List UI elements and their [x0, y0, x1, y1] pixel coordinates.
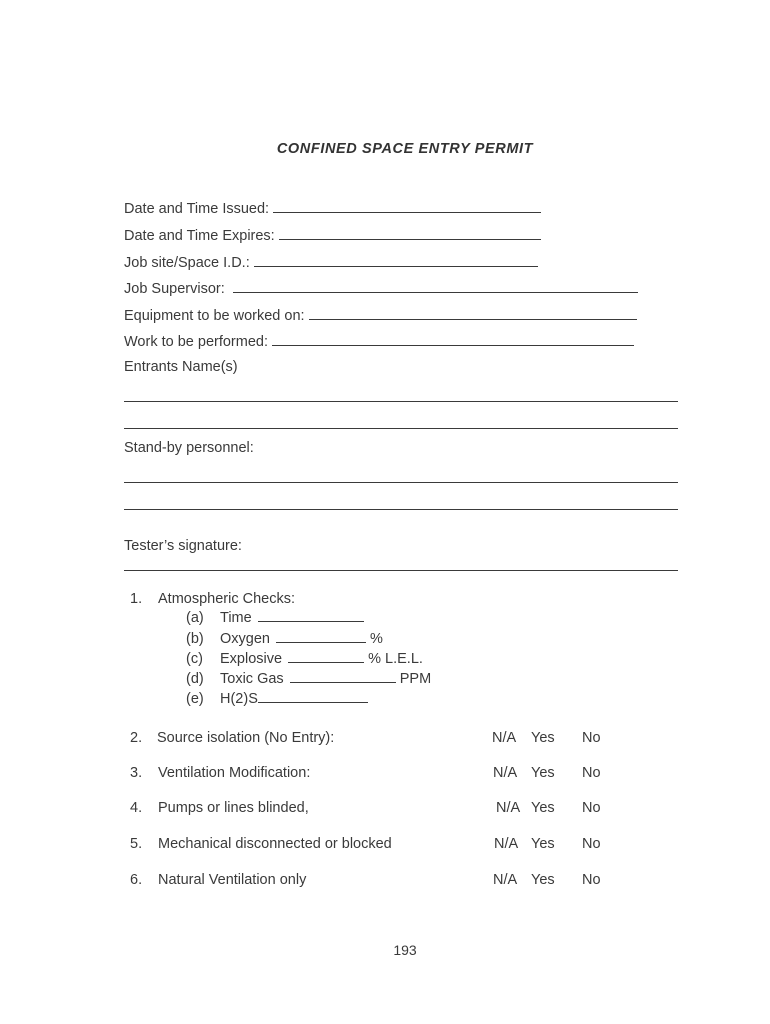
field-job-site	[124, 253, 538, 271]
field-date-time-issued	[124, 199, 541, 217]
item-name: Explosive	[220, 651, 283, 667]
item-letter: (d)	[186, 671, 204, 687]
item-unit: % L.E.L.	[368, 651, 423, 667]
check-label: Mechanical disconnected or blocked	[158, 836, 392, 852]
field-equipment	[124, 306, 637, 324]
option-no[interactable]: No	[582, 800, 601, 816]
toxic-gas-blank[interactable]	[290, 670, 396, 683]
option-na[interactable]: N/A	[494, 836, 519, 852]
job-supervisor-blank[interactable]	[233, 279, 638, 293]
date-time-issued-blank[interactable]	[273, 199, 541, 213]
item-name: Oxygen	[220, 631, 270, 647]
option-no[interactable]: No	[582, 872, 601, 888]
option-na[interactable]: N/A	[493, 765, 518, 781]
option-no[interactable]: No	[582, 765, 601, 781]
item-letter: (a)	[186, 610, 204, 626]
item-name: Toxic Gas	[220, 671, 284, 687]
entrants-line-1[interactable]	[124, 401, 678, 402]
option-na[interactable]: N/A	[496, 800, 521, 816]
item-name: H(2)S	[220, 691, 258, 707]
check-number: 3.	[130, 765, 143, 781]
field-label: Date and Time Expires:	[124, 228, 275, 244]
option-yes[interactable]: Yes	[531, 800, 555, 816]
option-yes[interactable]: Yes	[531, 872, 555, 888]
field-label: Date and Time Issued:	[124, 201, 270, 217]
check-label: Pumps or lines blinded,	[158, 800, 309, 816]
page-title: CONFINED SPACE ENTRY PERMIT	[276, 141, 534, 157]
option-no[interactable]: No	[582, 730, 601, 746]
check-label: Source isolation (No Entry):	[157, 730, 335, 746]
option-no[interactable]: No	[582, 836, 601, 852]
option-yes[interactable]: Yes	[531, 730, 555, 746]
equipment-blank[interactable]	[309, 306, 637, 320]
option-yes[interactable]: Yes	[531, 765, 555, 781]
entrants-label: Entrants Name(s)	[124, 359, 238, 375]
option-na[interactable]: N/A	[493, 872, 518, 888]
oxygen-blank[interactable]	[276, 630, 366, 643]
atmospheric-item-toxic-gas	[186, 670, 431, 687]
check-number: 2.	[130, 730, 143, 746]
atmospheric-item-time	[186, 609, 364, 626]
entrants-line-2[interactable]	[124, 428, 678, 429]
atmospheric-item-explosive	[186, 650, 423, 667]
check-number: 5.	[130, 836, 143, 852]
h2s-blank[interactable]	[258, 690, 368, 703]
page-number: 193	[393, 942, 417, 958]
option-na[interactable]: N/A	[492, 730, 517, 746]
item-letter: (b)	[186, 631, 204, 647]
field-work-performed	[124, 332, 634, 350]
work-performed-blank[interactable]	[272, 332, 634, 346]
standby-line-1[interactable]	[124, 482, 678, 483]
check-label: Ventilation Modification:	[158, 765, 311, 781]
atmospheric-item-h2s	[186, 690, 368, 707]
standby-line-2[interactable]	[124, 509, 678, 510]
field-label: Equipment to be worked on:	[124, 308, 305, 324]
date-time-expires-blank[interactable]	[279, 226, 541, 240]
option-yes[interactable]: Yes	[531, 836, 555, 852]
item-name: Time	[220, 610, 252, 626]
item-unit: PPM	[399, 671, 432, 687]
explosive-blank[interactable]	[288, 650, 364, 663]
check-number: 6.	[130, 872, 143, 888]
tester-signature-line[interactable]	[124, 570, 678, 571]
check-label: Natural Ventilation only	[158, 872, 307, 888]
field-label: Job Supervisor:	[124, 281, 225, 297]
field-job-supervisor	[124, 279, 638, 297]
tester-label: Tester’s signature:	[124, 538, 242, 554]
time-blank[interactable]	[258, 609, 364, 622]
standby-label: Stand-by personnel:	[124, 440, 254, 456]
atmospheric-item-oxygen	[186, 630, 383, 647]
atmospheric-label: Atmospheric Checks:	[158, 591, 295, 607]
field-label: Work to be performed:	[124, 334, 268, 350]
item-unit: %	[370, 631, 383, 647]
atmospheric-number: 1.	[130, 591, 143, 607]
field-date-time-expires	[124, 226, 541, 244]
item-letter: (c)	[186, 651, 203, 667]
item-letter: (e)	[186, 691, 204, 707]
field-label: Job site/Space I.D.:	[124, 255, 250, 271]
job-site-blank[interactable]	[254, 253, 538, 267]
check-number: 4.	[130, 800, 143, 816]
